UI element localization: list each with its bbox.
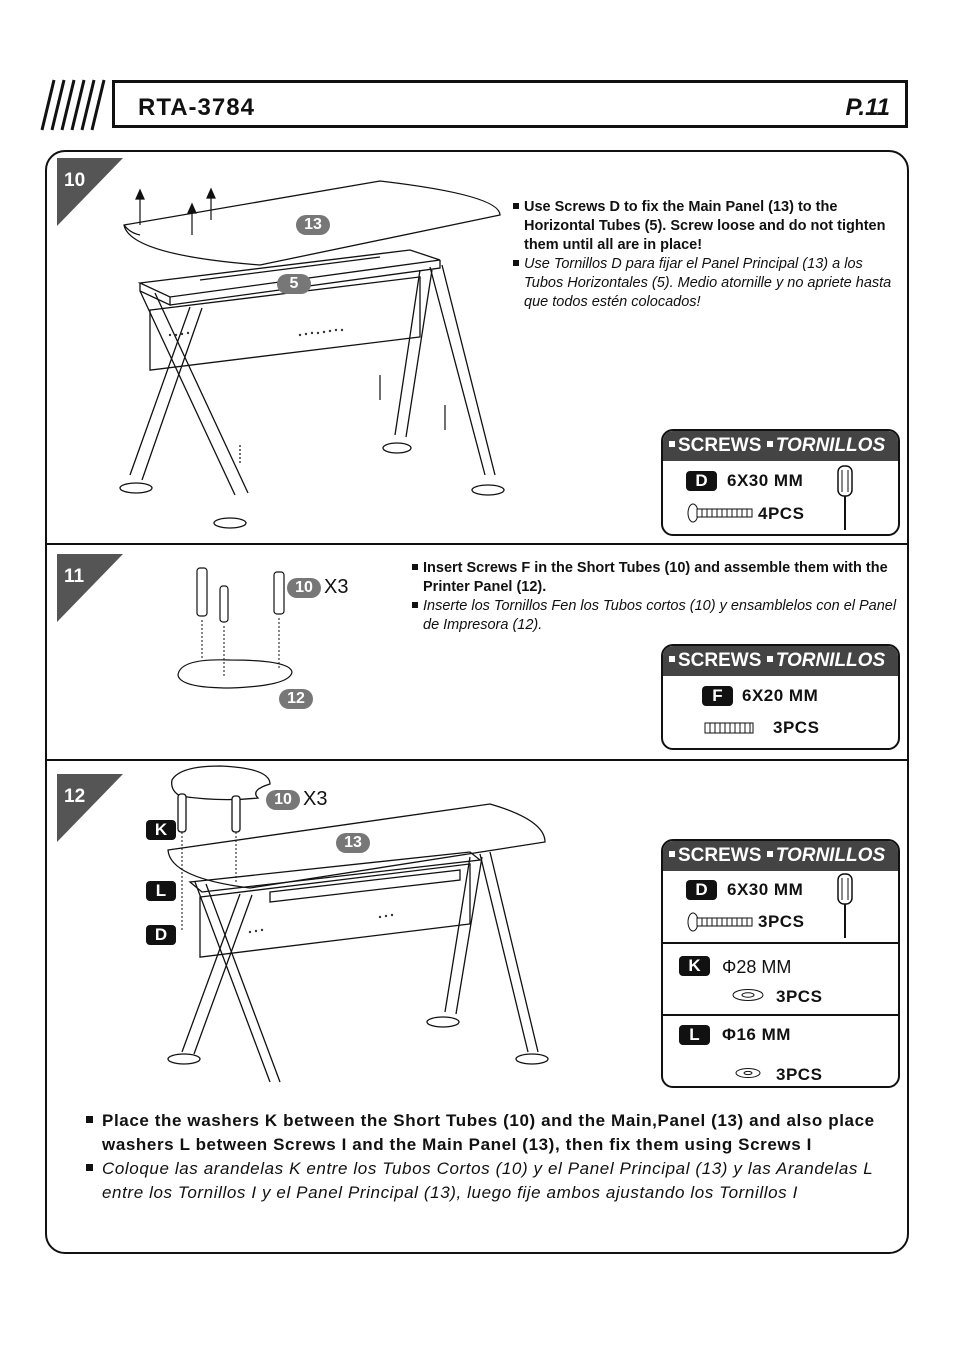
- hardware-size: Φ28 MM: [722, 957, 792, 977]
- tube-multiplier: X3: [324, 576, 349, 598]
- screw-icon: [704, 721, 754, 735]
- hardware-letter-d: D: [686, 471, 717, 491]
- step-divider: [45, 759, 909, 761]
- desk-assembly-illustration: [160, 762, 560, 1102]
- step-10-text-es: Use Tornillos D para fijar el Panel Principal (13) a los Tubos Horizontales (5). Medio atornille y no apriete hasta que todos estén colocados!: [524, 256, 892, 310]
- hardware-header: SCREWS TORNILLOS: [663, 646, 898, 676]
- hardware-letter-d: D: [686, 880, 717, 900]
- step-divider: [45, 543, 909, 545]
- screw-icon: [686, 503, 754, 523]
- hardware-letter-f: F: [702, 686, 733, 706]
- step-12-instructions: [86, 1109, 886, 1205]
- hardware-qty: 4PCS: [758, 504, 805, 523]
- hardware-header: SCREWS TORNILLOS: [663, 431, 898, 461]
- screwdriver-icon: [836, 464, 854, 534]
- step-11-instructions: [412, 559, 904, 635]
- hardware-letter-l: L: [679, 1025, 710, 1045]
- hardware-size: 6X30 MM: [727, 471, 804, 490]
- hardware-letter-k: K: [679, 956, 710, 976]
- hardware-qty: 3PCS: [773, 718, 820, 737]
- hardware-size: 6X30 MM: [727, 880, 804, 899]
- washer-icon: [731, 988, 765, 1002]
- part-label-5: 5: [277, 274, 311, 294]
- step-12-text-en: Place the washers K between the Short Tubes (10) and the Main,Panel (13) and also place washers L between Screws I and the Main Panel (13), then fix them using Screws I: [102, 1111, 875, 1154]
- hardware-header: SCREWS TORNILLOS: [663, 841, 898, 871]
- step-11-number: 11: [64, 566, 85, 587]
- hardware-size: 6X20 MM: [742, 686, 819, 705]
- part-label-10: 10: [287, 578, 321, 598]
- hardware-divider: [663, 942, 898, 944]
- hardware-divider: [663, 1014, 898, 1016]
- step-10-number: 10: [64, 170, 86, 191]
- part-label-10: 10: [266, 790, 300, 810]
- hardware-qty: 3PCS: [776, 1065, 823, 1084]
- screwdriver-icon: [836, 872, 854, 942]
- hardware-size: Φ16 MM: [722, 1025, 791, 1044]
- screw-icon: [686, 912, 754, 932]
- page-number: P.11: [845, 94, 890, 121]
- tube-multiplier: X3: [303, 788, 328, 810]
- callout-l: L: [146, 881, 176, 901]
- part-label-13: 13: [296, 215, 330, 235]
- step-12-text-es: Coloque las arandelas K entre los Tubos Cortos (10) y el Panel Principal (13) y las Arandelas L entre los Tornillos I y el Panel Principal (13), luego fije ambos ajustando los Tornillos I: [102, 1159, 874, 1202]
- model-number: RTA-3784: [138, 94, 255, 121]
- step-11-text-en: Insert Screws F in the Short Tubes (10) and assemble them with the Printer Panel (12).: [423, 560, 888, 595]
- printer-panel-illustration: [170, 560, 300, 695]
- part-label-12: 12: [279, 689, 313, 709]
- hardware-qty: 3PCS: [776, 987, 823, 1006]
- hardware-qty: 3PCS: [758, 912, 805, 931]
- part-label-13: 13: [336, 833, 370, 853]
- callout-d: D: [146, 925, 176, 945]
- callout-k: K: [146, 820, 176, 840]
- header-stripes-icon: [40, 78, 116, 132]
- step-10-text-en: Use Screws D to fix the Main Panel (13) to the Horizontal Tubes (5). Screw loose and do not tighten them until all are in place!: [524, 199, 886, 253]
- step-12-number: 12: [64, 786, 86, 807]
- step-10-instructions: [513, 198, 903, 312]
- step-11-text-es: Inserte los Tornillos Fen los Tubos cortos (10) y ensamblelos con el Panel de Impresora (12).: [423, 598, 897, 633]
- washer-icon: [734, 1067, 762, 1079]
- step-11-tab: [57, 554, 127, 624]
- step-12-tab: [57, 774, 127, 844]
